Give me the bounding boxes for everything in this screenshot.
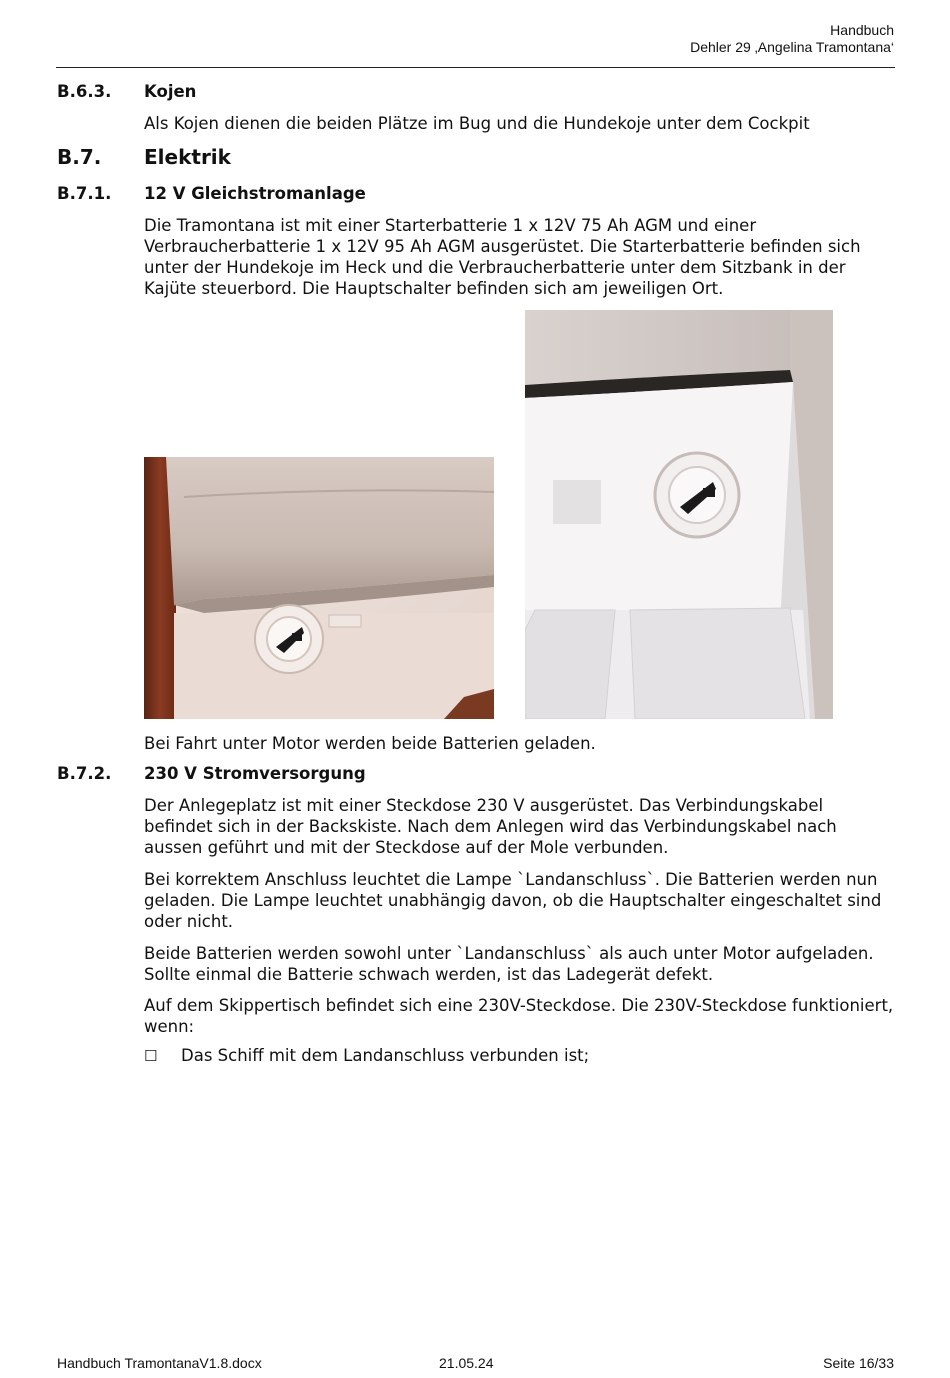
header-title: Handbuch	[830, 22, 894, 38]
header-divider	[56, 67, 895, 68]
paragraph-aufladen: Beide Batterien werden sowohl unter `Landanschluss` als auch unter Motor aufgeladen. Sollte einmal die Batterie schwach werden, ist das Ladegerät defekt.	[144, 944, 874, 984]
paragraph-skippertisch: Auf dem Skippertisch befindet sich eine 230V-Steckdose. Die 230V-Steckdose funktioniert, wenn:	[144, 996, 894, 1036]
section-number-elektrik: B.7.	[57, 145, 102, 169]
section-number-kojen: B.6.3.	[57, 82, 112, 101]
footer-filename: Handbuch TramontanaV1.8.docx	[57, 1355, 262, 1371]
photo-battery-switch-bench	[144, 457, 494, 719]
section-title-kojen: Kojen	[144, 82, 197, 101]
page-header	[690, 22, 894, 56]
bullet-checkbox-icon: ☐	[144, 1047, 158, 1065]
paragraph-anlegeplatz: Der Anlegeplatz ist mit einer Steckdose 230 V ausgerüstet. Das Verbindungskabel befindet sich in der Backskiste. Nach dem Anlegen wird das Verbindungskabel nach aussen geführt und mit der Steckdose auf der Mole verbunden.	[144, 796, 837, 857]
paragraph-charging-motor: Bei Fahrt unter Motor werden beide Batterien geladen.	[144, 734, 596, 753]
bullet-text-landanschluss: Das Schiff mit dem Landanschluss verbunden ist;	[181, 1046, 590, 1065]
footer-page-number: Seite 16/33	[823, 1355, 894, 1371]
section-title-elektrik: Elektrik	[144, 145, 231, 169]
paragraph-gleichstrom: Die Tramontana ist mit einer Starterbatterie 1 x 12V 75 Ah AGM und einer Verbraucherbatterie 1 x 12V 95 Ah AGM ausgerüstet. Die Starterbatterie befinden sich unter der Hundekoje im Heck und die Verbraucherbatterie unter dem Sitzbank in der Kajüte steuerbord. Die Hauptschalter befinden sich am jeweiligen Ort.	[144, 216, 861, 298]
footer-date: 21.05.24	[439, 1355, 494, 1371]
section-number-strom230: B.7.2.	[57, 764, 112, 783]
paragraph-landanschluss: Bei korrektem Anschluss leuchtet die Lampe `Landanschluss`. Die Batterien werden nun geladen. Die Lampe leuchtet unabhängig davon, ob die Hauptschalter eingeschaltet sind oder nicht.	[144, 870, 882, 931]
header-subtitle: Dehler 29 ‚Angelina Tramontana‘	[690, 39, 894, 55]
paragraph-kojen: Als Kojen dienen die beiden Plätze im Bug und die Hundekoje unter dem Cockpit	[144, 114, 810, 133]
section-title-gleichstrom: 12 V Gleichstromanlage	[144, 184, 366, 203]
section-title-strom230: 230 V Stromversorgung	[144, 764, 366, 783]
photo-battery-switch-locker	[525, 310, 833, 719]
section-number-gleichstrom: B.7.1.	[57, 184, 112, 203]
